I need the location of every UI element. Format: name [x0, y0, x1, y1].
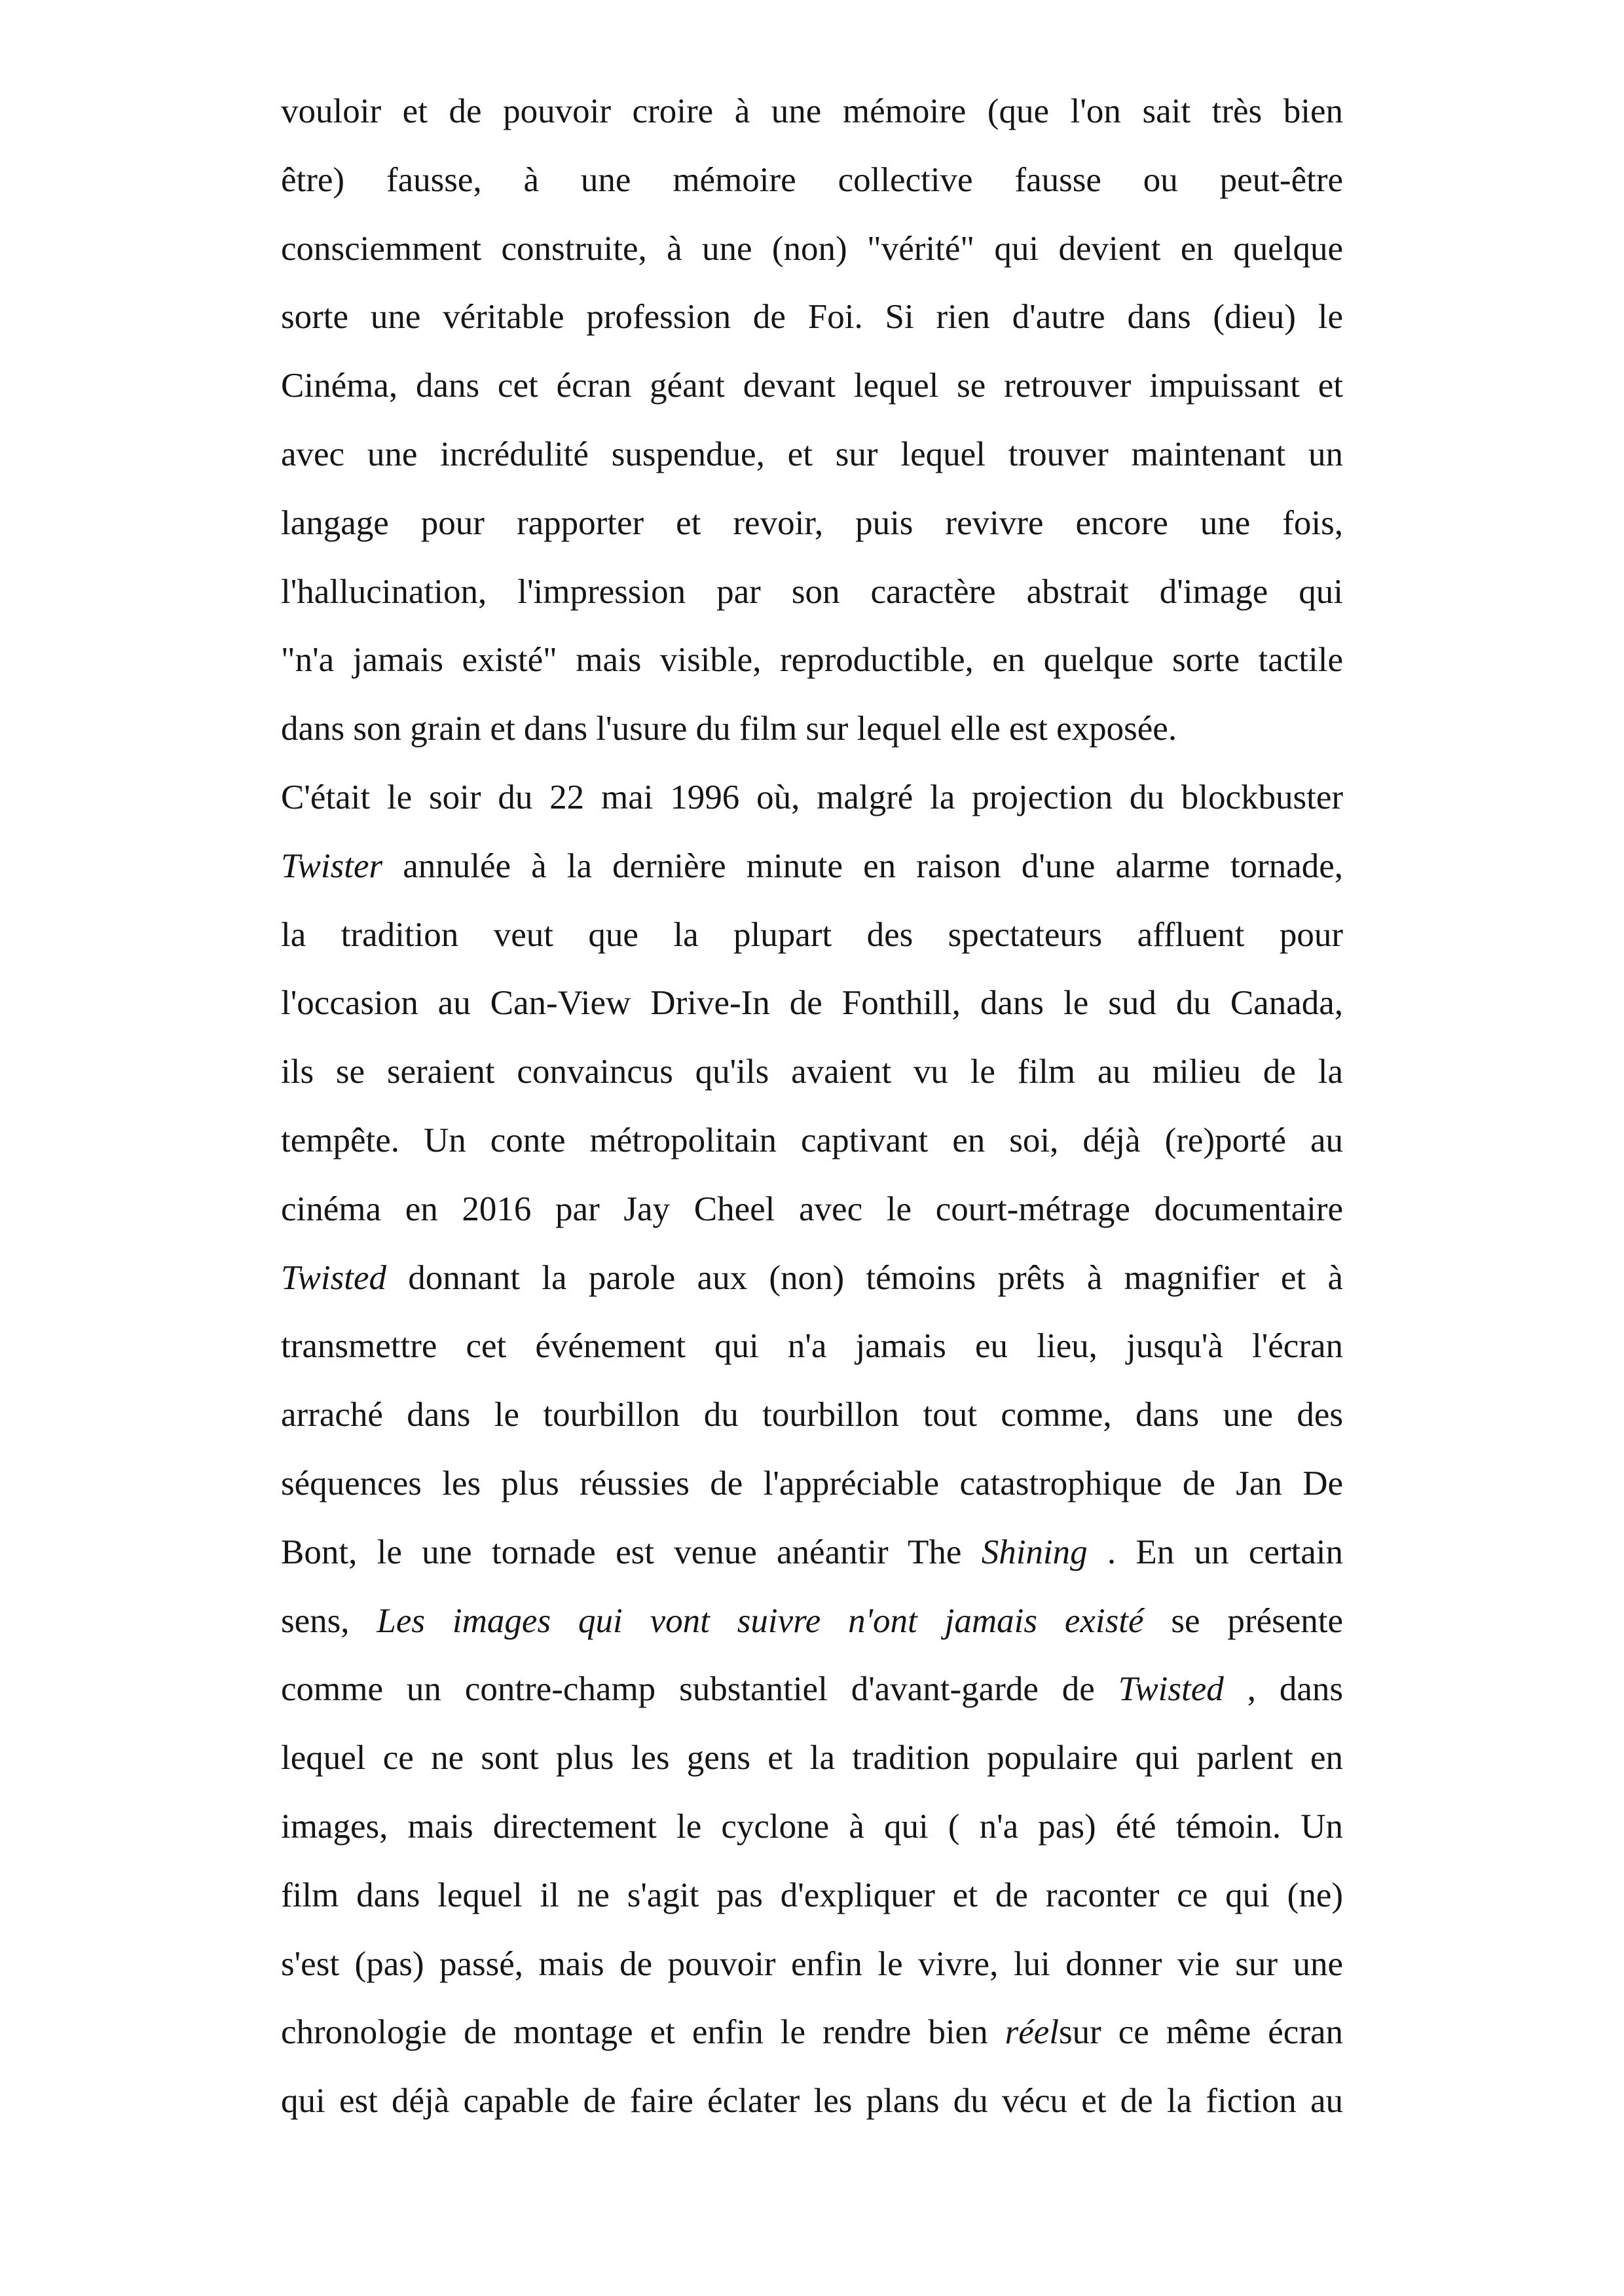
text-line	[281, 146, 1343, 215]
text-line	[281, 832, 1343, 901]
text-segment: ils se seraient convaincus qu'ils avaient vu le film au milieu de la	[281, 1053, 1343, 1091]
text-segment: C'était le soir du 22 mai 1996 où, malgré la projection du blockbuster	[281, 778, 1343, 816]
text-segment: film dans lequel il ne s'agit pas d'expliquer et de raconter ce qui (ne)	[281, 1876, 1343, 1914]
text-segment: consciemment construite, à une (non) "vérité" qui devient en quelque	[281, 229, 1343, 268]
text-line	[281, 695, 1343, 763]
text-segment: l'occasion au Can-View Drive-In de Fonthill, dans le sud du Canada,	[281, 984, 1343, 1023]
text-segment: comme un contre-champ substantiel d'avant-garde de	[281, 1670, 1118, 1709]
italic-title: Shining	[981, 1533, 1088, 1571]
text-line	[281, 1175, 1343, 1244]
text-segment: tempête. Un conte métropolitain captivant en soi, déjà (re)porté au	[281, 1121, 1343, 1159]
text-segment: se présente	[1143, 1601, 1343, 1640]
text-line	[281, 969, 1343, 1038]
text-line	[281, 283, 1343, 352]
text-line	[281, 1655, 1343, 1724]
text-line	[281, 1861, 1343, 1930]
text-segment: transmettre cet événement qui n'a jamais eu lieu, jusqu'à l'écran	[281, 1327, 1343, 1366]
text-line	[281, 1793, 1343, 1861]
text-line	[281, 1449, 1343, 1518]
text-line	[281, 352, 1343, 420]
text-segment: qui est déjà capable de faire éclater les plans du vécu et de la fiction au	[281, 2082, 1343, 2121]
text-line	[281, 1038, 1343, 1106]
text-line	[281, 1312, 1343, 1381]
text-segment: s'est (pas) passé, mais de pouvoir enfin le vivre, lui donner vie sur une	[281, 1944, 1343, 1983]
text-line	[281, 77, 1343, 146]
text-segment: avec une incrédulité suspendue, et sur lequel trouver maintenant un	[281, 435, 1343, 473]
text-line	[281, 1587, 1343, 1656]
text-line	[281, 1518, 1343, 1587]
text-segment: cinéma en 2016 par Jay Cheel avec le court-métrage documentaire	[281, 1190, 1343, 1228]
text-segment: sorte une véritable profession de Foi. Si rien d'autre dans (dieu) le	[281, 298, 1343, 337]
text-segment: l'hallucination, l'impression par son caractère abstrait d'image qui	[281, 572, 1343, 611]
text-line	[281, 1106, 1343, 1175]
text-line	[281, 763, 1343, 832]
text-segment: chronologie de montage et enfin le rendre bien	[281, 2013, 1005, 2052]
text-line	[281, 1724, 1343, 1793]
text-line	[281, 215, 1343, 283]
text-line	[281, 901, 1343, 970]
text-segment: Bont, le une tornade est venue anéantir The	[281, 1533, 982, 1571]
text-segment: . En un certain	[1087, 1533, 1343, 1571]
text-segment: annulée à la dernière minute en raison d'une alarme tornade,	[382, 847, 1343, 885]
text-segment: vouloir et de pouvoir croire à une mémoire (que l'on sait très bien	[281, 92, 1343, 130]
text-segment: sur ce même écran	[1058, 2013, 1343, 2052]
text-segment: "n'a jamais existé" mais visible, reproductible, en quelque sorte tactile	[281, 641, 1343, 680]
document-body	[281, 77, 1343, 2136]
text-line	[281, 489, 1343, 558]
text-segment: séquences les plus réussies de l'appréciable catastrophique de Jan De	[281, 1464, 1343, 1503]
text-line	[281, 2067, 1343, 2136]
text-segment: être) fausse, à une mémoire collective fausse ou peut-être	[281, 160, 1343, 199]
italic-title: Les images qui vont suivre n'ont jamais existé	[377, 1601, 1144, 1640]
italic-title: Twisted	[281, 1258, 386, 1297]
text-line	[281, 1998, 1343, 2067]
text-line	[281, 420, 1343, 489]
text-line	[281, 558, 1343, 627]
italic-title: Twister	[281, 847, 383, 885]
text-segment: la tradition veut que la plupart des spectateurs affluent pour	[281, 915, 1343, 954]
italic-title: réel	[1005, 2013, 1059, 2052]
text-segment: lequel ce ne sont plus les gens et la tradition populaire qui parlent en	[281, 1739, 1343, 1777]
text-line	[281, 1930, 1343, 1999]
text-segment: dans son grain et dans l'usure du film sur lequel elle est exposée.	[281, 710, 1177, 748]
text-line	[281, 1381, 1343, 1449]
text-segment: donnant la parole aux (non) témoins prêts à magnifier et à	[386, 1258, 1343, 1297]
text-segment: arraché dans le tourbillon du tourbillon tout comme, dans une des	[281, 1396, 1343, 1434]
text-segment: images, mais directement le cyclone à qui ( n'a pas) été témoin. Un	[281, 1807, 1343, 1846]
text-segment: sens,	[281, 1601, 377, 1640]
text-segment: , dans	[1223, 1670, 1343, 1709]
italic-title: Twisted	[1118, 1670, 1224, 1709]
text-line	[281, 626, 1343, 695]
text-line	[281, 1244, 1343, 1313]
text-segment: langage pour rapporter et revoir, puis revivre encore une fois,	[281, 503, 1343, 542]
text-segment: Cinéma, dans cet écran géant devant lequel se retrouver impuissant et	[281, 367, 1343, 405]
